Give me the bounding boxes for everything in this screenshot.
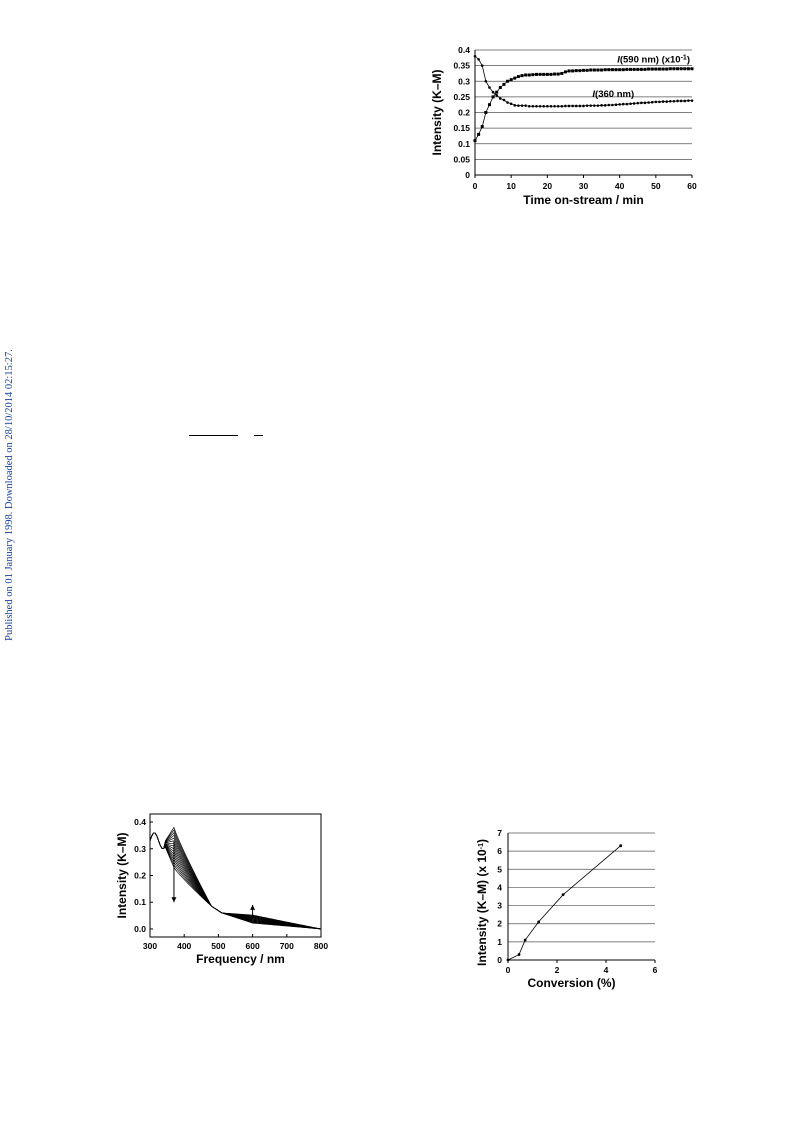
x-tick-label: 20 [542,181,553,191]
data-point [495,94,498,97]
y-tick-label: 0.0 [134,923,146,934]
trend-arrow-head [171,897,176,902]
data-point [611,104,614,107]
data-point [672,67,675,70]
data-point [506,101,509,104]
data-point [596,69,599,72]
data-point [662,68,665,71]
data-point [662,100,665,103]
y-tick-label: 6 [497,846,502,857]
y-tick-label: 0 [497,955,502,965]
data-point [575,69,578,72]
data-point [676,100,679,103]
data-point [485,80,488,83]
x-axis-label: Frequency / nm [196,952,285,966]
data-point [562,893,565,896]
data-point [499,97,502,100]
data-point [564,70,567,73]
data-point [683,67,686,70]
data-point [507,959,510,962]
data-point [582,105,585,108]
data-point [539,105,542,108]
data-point [622,103,625,106]
data-point [528,74,531,77]
data-point [651,101,654,104]
data-point [604,104,607,107]
x-tick-label: 50 [651,181,661,191]
data-point [560,72,563,75]
data-point [615,68,618,71]
y-tick-label: 0.3 [134,843,146,854]
y-tick-label: 0.1 [458,138,470,149]
conversion-chart [470,825,670,1000]
data-point [640,68,643,71]
data-point [615,103,618,106]
series-line [508,846,621,960]
data-point [474,55,477,58]
data-point [477,133,480,136]
data-point [589,104,592,107]
x-tick-label: 30 [578,181,589,191]
data-point [492,95,495,98]
data-point [502,83,505,86]
data-point [561,105,564,108]
data-point [586,104,589,107]
x-tick-label: 400 [177,941,192,951]
data-point [528,105,531,108]
data-point [517,104,520,107]
data-point [640,102,643,105]
y-tick-label: 0.3 [458,76,470,87]
y-tick-label: 0.2 [458,107,470,118]
data-point [683,100,686,103]
data-point [557,73,560,76]
data-point [488,103,491,106]
data-point [669,100,672,103]
equation-fraction-bar-small [254,435,263,436]
data-point [636,102,639,105]
x-tick-label: 300 [142,941,158,951]
data-point [633,68,636,71]
y-tick-label: 0.1 [134,897,146,908]
x-tick-label: 500 [211,941,226,951]
data-point [474,139,477,142]
y-tick-label: 0.4 [458,45,470,55]
equation-fraction-bar [189,435,238,436]
data-point [636,68,639,71]
data-point [593,69,596,72]
data-point [680,67,683,70]
data-point [481,125,484,128]
x-tick-label: 10 [506,181,516,191]
x-tick-label: 700 [279,941,294,951]
data-point [506,80,509,83]
data-point [532,105,535,108]
data-point [542,105,545,108]
data-point [589,69,592,72]
data-point [557,105,560,108]
data-point [571,105,574,108]
data-point [546,73,549,76]
data-point [654,68,657,71]
data-point [510,102,513,105]
data-point [539,73,542,76]
data-point [521,74,524,77]
data-point [524,104,527,107]
data-point [647,101,650,104]
data-point [607,68,610,71]
y-tick-label: 0.4 [134,817,146,828]
y-tick-label: 0.05 [453,154,470,165]
data-point [625,68,628,71]
data-point [658,101,661,104]
data-point [651,68,654,71]
data-point [542,73,545,76]
data-point [499,86,502,89]
y-axis-label: Intensity (K–M) [430,69,444,156]
data-point [676,67,679,70]
y-tick-label: 0 [465,170,470,180]
data-point [655,101,658,104]
data-point [647,68,650,71]
data-point [622,68,625,71]
data-point [626,103,629,106]
data-point [669,67,672,70]
data-point [665,68,668,71]
y-tick-label: 7 [497,828,502,838]
data-point [629,102,632,105]
x-tick-label: 40 [614,181,625,191]
data-point [521,104,524,107]
data-point [611,68,614,71]
y-tick-label: 3 [497,900,502,911]
data-point [550,105,553,108]
data-point [608,104,611,107]
data-point [564,105,567,108]
x-tick-label: 6 [652,965,658,975]
x-tick-label: 0 [505,965,511,975]
data-point [582,69,585,72]
data-point [691,99,694,102]
data-point [524,939,527,942]
data-point [553,105,556,108]
data-point [568,105,571,108]
data-point [600,69,603,72]
data-point [673,100,676,103]
data-point [643,68,646,71]
data-point [535,105,538,108]
data-point [586,69,589,72]
data-point [492,91,495,94]
data-point [495,91,498,94]
y-tick-label: 0.2 [134,870,146,881]
data-point [579,105,582,108]
data-point [691,67,694,70]
annotation-360nm: I(360 nm) [592,88,635,100]
y-tick-label: 2 [497,918,502,929]
data-point [575,105,578,108]
data-point [629,68,632,71]
data-point [513,77,516,80]
y-tick-label: 0.35 [453,60,470,71]
x-axis-label: Conversion (%) [527,976,616,990]
data-point [517,75,520,78]
data-point [687,67,690,70]
data-point [619,844,622,847]
data-point [658,68,661,71]
data-point [546,105,549,108]
data-point [578,69,581,72]
y-tick-label: 1 [497,936,502,947]
data-point [571,69,574,72]
data-point [687,99,690,102]
data-point [604,68,607,71]
data-point [633,102,636,105]
data-point [553,73,556,76]
data-point [618,68,621,71]
x-tick-label: 2 [554,965,560,975]
x-tick-label: 0 [472,181,478,191]
data-point [513,104,516,107]
data-point [503,99,506,102]
data-point [597,104,600,107]
time-on-stream-chart [425,42,705,217]
data-point [593,104,596,107]
data-point [665,100,668,103]
y-tick-label: 0.25 [453,91,470,102]
data-point [549,73,552,76]
x-tick-label: 60 [687,181,697,191]
y-tick-label: 0.15 [453,123,470,134]
data-point [488,86,491,89]
data-point [600,104,603,107]
annotation-590nm: I(590 nm) $(x10^{-1})$ [617,54,690,66]
data-point [524,74,527,77]
y-axis-label: Intensity (K–M) [115,832,129,919]
data-point [644,102,647,105]
data-point [531,73,534,76]
data-point [518,953,521,956]
spectra-chart [115,810,335,985]
y-tick-label: 4 [497,882,502,893]
y-tick-label: 5 [497,864,502,875]
data-point [568,69,571,72]
trend-arrow-head [250,905,255,910]
data-point [484,111,487,114]
x-tick-label: 4 [603,965,609,975]
data-point [535,73,538,76]
x-tick-label: 800 [313,941,329,951]
y-axis-label: Intensity (K–M) (x $10^{-1}$) [475,839,489,966]
x-tick-label: 600 [245,941,260,951]
data-point [510,78,513,81]
data-point [618,103,621,106]
data-point [680,100,683,103]
data-point [481,64,484,67]
x-axis-label: Time on-stream / min [523,193,644,207]
download-watermark: Published on 01 January 1998. Downloaded on 28/10/2014 02:15:27. [4,349,15,641]
data-point [537,921,540,924]
data-point [477,58,480,61]
